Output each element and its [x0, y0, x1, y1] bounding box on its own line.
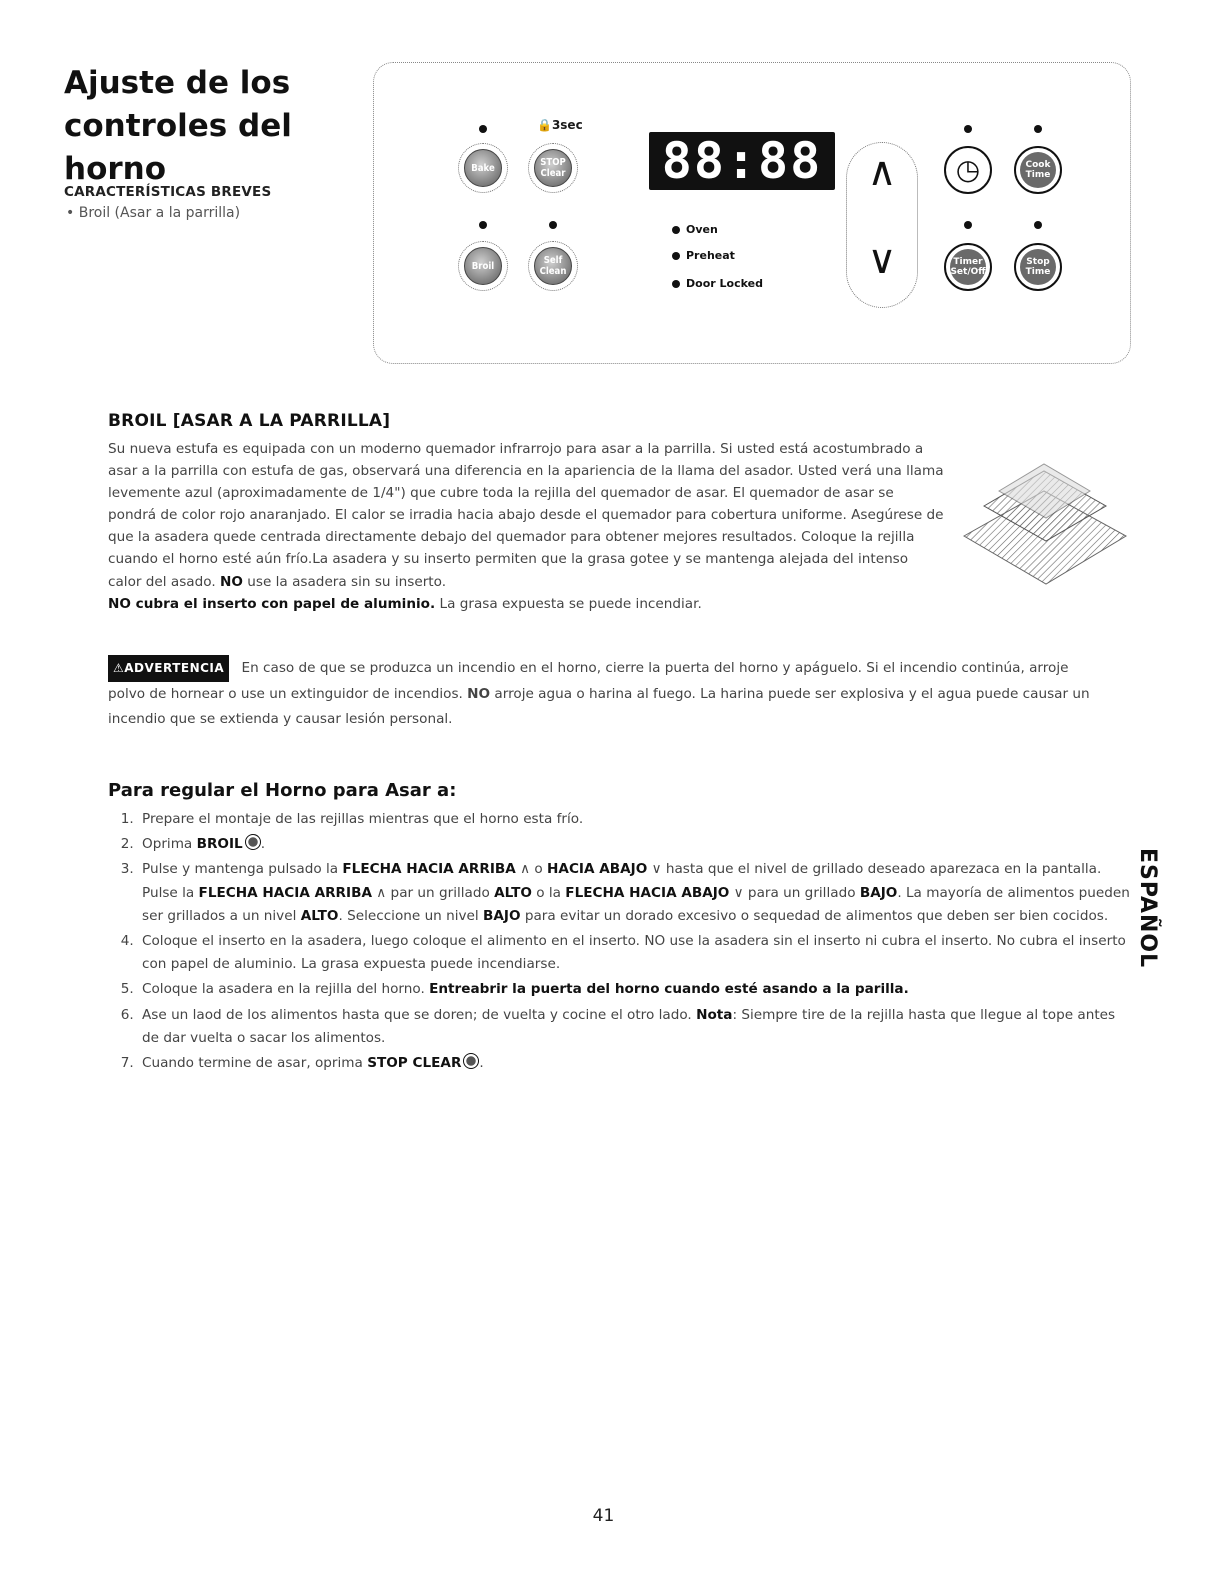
page-number: 41: [592, 1506, 615, 1526]
bake-button[interactable]: Bake: [464, 149, 502, 187]
indicator-dot: [479, 221, 487, 229]
list-item: 6. Ase un laod de los alimentos hasta que se doren; de vuelta y cocine el otro lado. Nota: Siempre tire de la rejilla hasta que llegue al tope antes de dar vuelta o sacar los alimentos.: [138, 1004, 1130, 1050]
no-foil-warning: NO cubra el inserto con papel de aluminio.: [108, 595, 436, 612]
broil-button-icon: [245, 834, 261, 850]
control-panel-illustration: [373, 62, 1131, 364]
side-language-label: ESPAÑOL: [1135, 848, 1160, 969]
indicator-dot: [479, 125, 487, 133]
down-arrow-button[interactable]: ∨: [867, 237, 897, 283]
steps-list: [108, 808, 1130, 1077]
indicator-dot: [964, 125, 972, 133]
stop-clear-button[interactable]: STOP Clear: [534, 149, 572, 187]
stop-clear-button-icon: [463, 1053, 479, 1069]
door-locked-indicator: Door Locked: [672, 277, 763, 290]
list-item: 7. Cuando termine de asar, oprima STOP CLEAR .: [138, 1052, 1130, 1075]
broiler-pan-illustration: [954, 436, 1134, 606]
list-item: 5. Coloque la asadera en la rejilla del horno. Entreabrir la puerta del horno cuando esté asando a la parilla.: [138, 978, 1130, 1001]
indicator-dot: [549, 221, 557, 229]
up-arrow-button[interactable]: ∧: [867, 149, 897, 195]
lock-label: 🔒3sec: [537, 118, 583, 132]
list-item: 2. Oprima BROIL .: [138, 833, 1130, 856]
broil-button[interactable]: Broil: [464, 247, 502, 285]
warning-badge: ⚠ADVERTENCIA: [108, 655, 229, 682]
cook-time-button[interactable]: Cook Time: [1014, 146, 1062, 194]
broil-heading: BROIL [ASAR A LA PARRILLA]: [108, 411, 391, 431]
preheat-indicator: Preheat: [672, 249, 735, 262]
indicator-dot: [1034, 221, 1042, 229]
clock-button[interactable]: [944, 146, 992, 194]
steps-heading: Para regular el Horno para Asar a:: [108, 780, 457, 801]
broil-description: Su nueva estufa es equipada con un moderno quemador infrarrojo para asar a la parrilla. Si usted está acostumbrado a asar a la parrilla con estufa de gas, observará una diferencia en la apariencia de la llama del asador. Usted verá una llama levemente azul (aproximadamente de 1/4") que cubre toda la rejilla del quemador de asar. El quemador de asar se pondrá de color rojo anaranjado. El calor se irradia hacia abajo desde el quemador para cobertura uniforme. Asegúrese de que la asadera quede centrada directamente debajo del quemador para obtener mejores resultados. Coloque la rejilla cuando el horno esté aún frío.La asadera y su inserto permiten que la grasa gotee y se mantenga alejada del intenso calor del asado. NO use la asadera sin su inserto. NO cubra el inserto con papel de aluminio. La grasa expuesta se puede incendiar.: [108, 441, 944, 612]
indicator-dot: [964, 221, 972, 229]
page-title: Ajuste de los controles del horno: [64, 65, 292, 187]
timer-button[interactable]: Timer Set/Off: [944, 243, 992, 291]
list-item: 4. Coloque el inserto en la asadera, luego coloque el alimento en el inserto. NO use la asadera sin el inserto ni cubra el inserto. No cubra el inserto con papel de aluminio. La grasa expuesta puede incendiarse.: [138, 930, 1130, 976]
feature-bullet: • Broil (Asar a la parrilla): [66, 205, 241, 221]
indicator-dot: [1034, 125, 1042, 133]
oven-indicator: Oven: [672, 223, 718, 236]
display-digits: 88:88: [661, 132, 823, 190]
subheading: CARACTERÍSTICAS BREVES: [64, 184, 272, 200]
stop-time-button[interactable]: Stop Time: [1014, 243, 1062, 291]
list-item: 1. Prepare el montaje de las rejillas mientras que el horno esta frío.: [138, 808, 1130, 831]
warning-paragraph: ⚠ADVERTENCIA En caso de que se produzca un incendio en el horno, cierre la puerta del horno y apáguelo. Si el incendio continúa, arroje polvo de hornear o use un extinguidor de incendios. NO arroje agua o harina al fuego. La harina puede ser explosiva y el agua puede causar un incendio que se extienda y causar lesión personal.: [108, 655, 1098, 732]
list-item: 3. Pulse y mantenga pulsado la FLECHA HACIA ARRIBA ∧ o HACIA ABAJO ∨ hasta que el nivel de grillado deseado aparezaca en la pantalla. Pulse la FLECHA HACIA ARRIBA ∧ par un grillado ALTO o la FLECHA HACIA ABAJO ∨ para un grillado BAJO. La mayoría de alimentos pueden ser grillados a un nivel ALTO. Seleccione un nivel BAJO para evitar un dorado excesivo o sequedad de alimentos que deben ser bien cocidos.: [138, 858, 1130, 928]
digital-display: [649, 132, 835, 190]
self-clean-button[interactable]: Self Clean: [534, 247, 572, 285]
clock-icon: ◷: [955, 153, 981, 186]
